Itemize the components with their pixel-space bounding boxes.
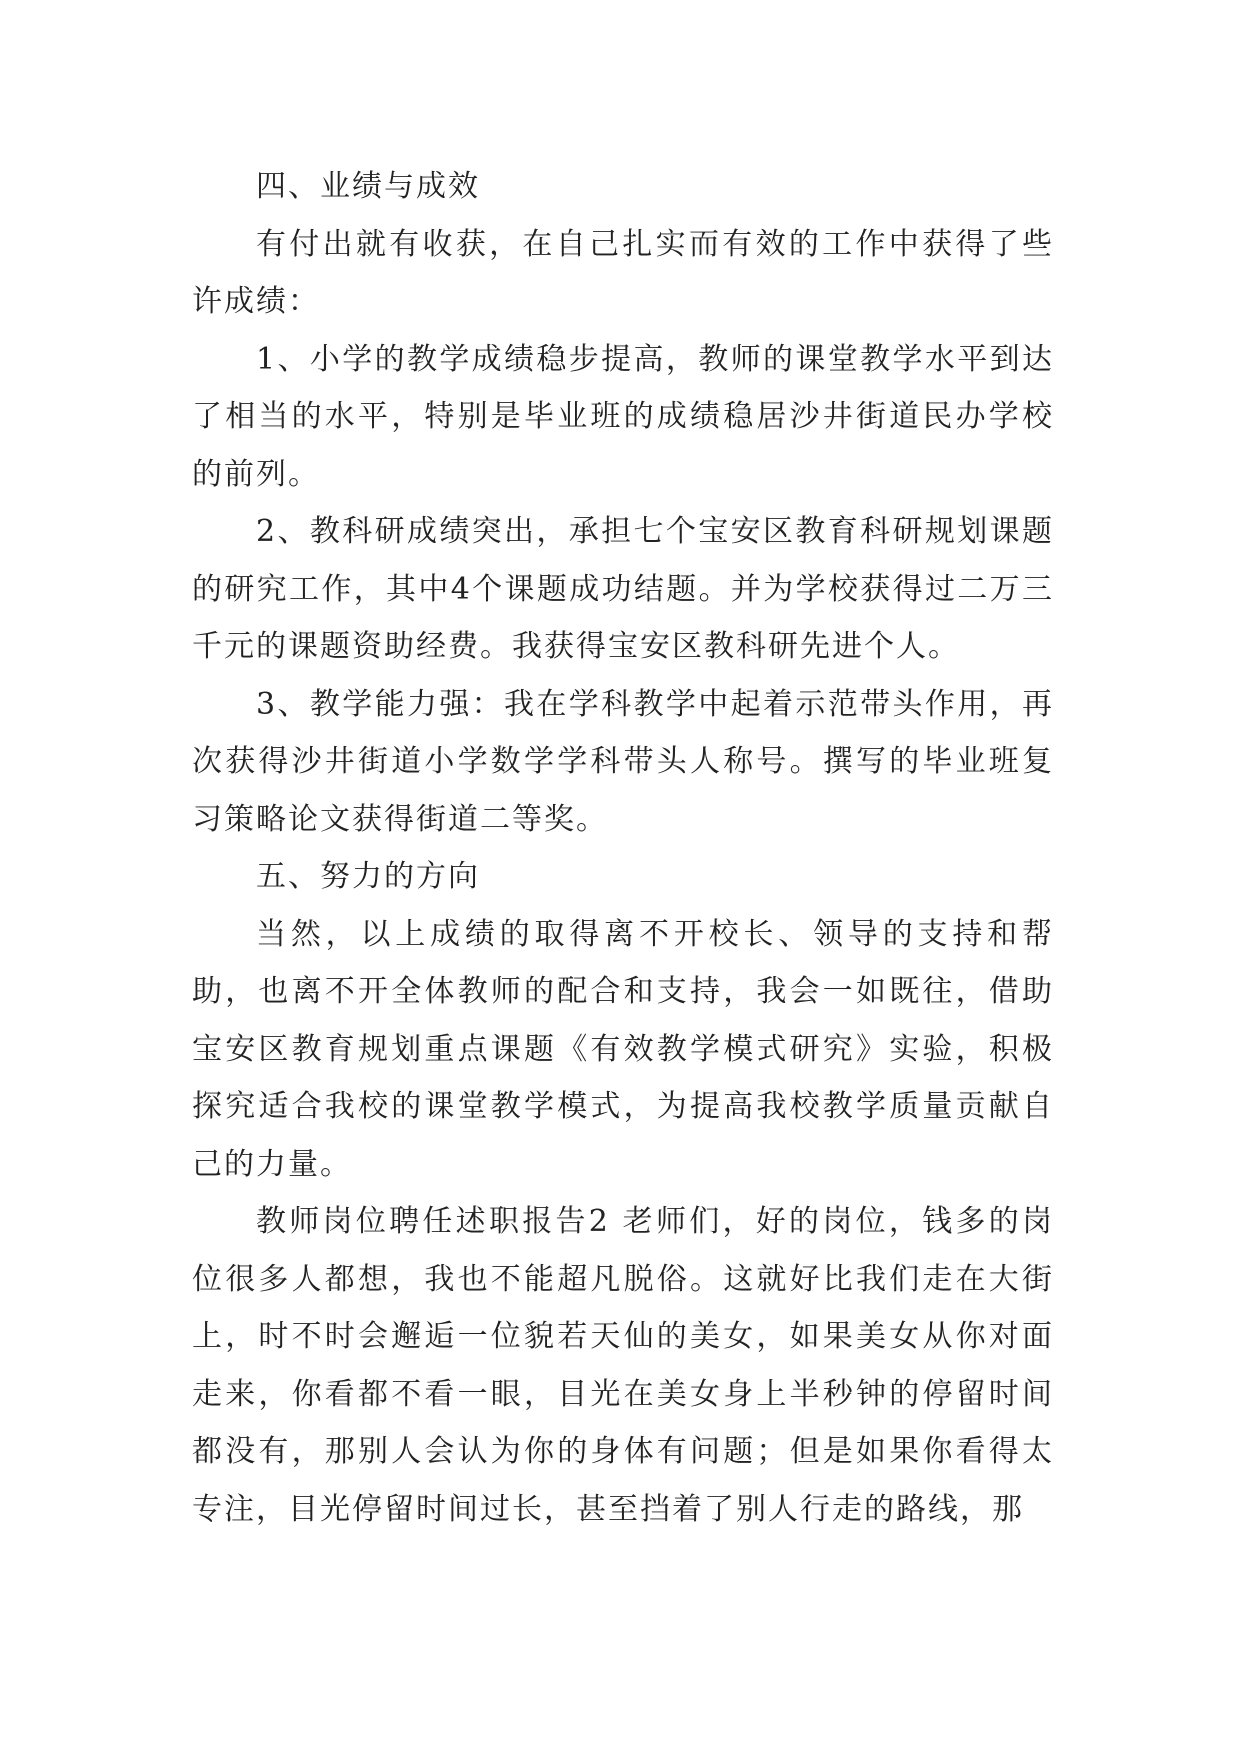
paragraph-intro: 有付出就有收获，在自己扎实而有效的工作中获得了些许成绩： <box>192 226 1054 319</box>
paragraph-item-1: 1、小学的教学成绩稳步提高，教师的课堂教学水平到达了相当的水平，特别是毕业班的成绩稳居沙井街道民办学校的前列。 <box>192 341 1054 492</box>
paragraph-report-2: 教师岗位聘任述职报告2 老师们，好的岗位，钱多的岗位很多人都想，我也不能超凡脱俗。这就好比我们走在大街上，时不时会邂逅一位貌若天仙的美女，如果美女从你对面走来，你看都不看一眼，目光在美女身上半秒钟的停留时间都没有，那别人会认为你的身体有问题；但是如果你看得太专注，目光停留时间过长，甚至挡着了别人行走的路线，那 <box>192 1204 1054 1527</box>
section-heading-direction: 五、努力的方向 <box>256 859 480 894</box>
paragraph-item-3: 3、教学能力强：我在学科教学中起着示范带头作用，再次获得沙井街道小学数学学科带头人称号。撰写的毕业班复习策略论文获得街道二等奖。 <box>192 686 1054 837</box>
section-heading-achievements: 四、业绩与成效 <box>256 169 480 204</box>
paragraph-direction: 当然，以上成绩的取得离不开校长、领导的支持和帮助，也离不开全体教师的配合和支持，我会一如既往，借助宝安区教育规划重点课题《有效教学模式研究》实验，积极探究适合我校的课堂教学模式，为提高我校教学质量贡献自己的力量。 <box>192 916 1054 1182</box>
document-body <box>192 158 1054 1538</box>
paragraph-item-2: 2、教科研成绩突出，承担七个宝安区教育科研规划课题的研究工作，其中4个课题成功结题。并为学校获得过二万三千元的课题资助经费。我获得宝安区教科研先进个人。 <box>192 514 1054 664</box>
